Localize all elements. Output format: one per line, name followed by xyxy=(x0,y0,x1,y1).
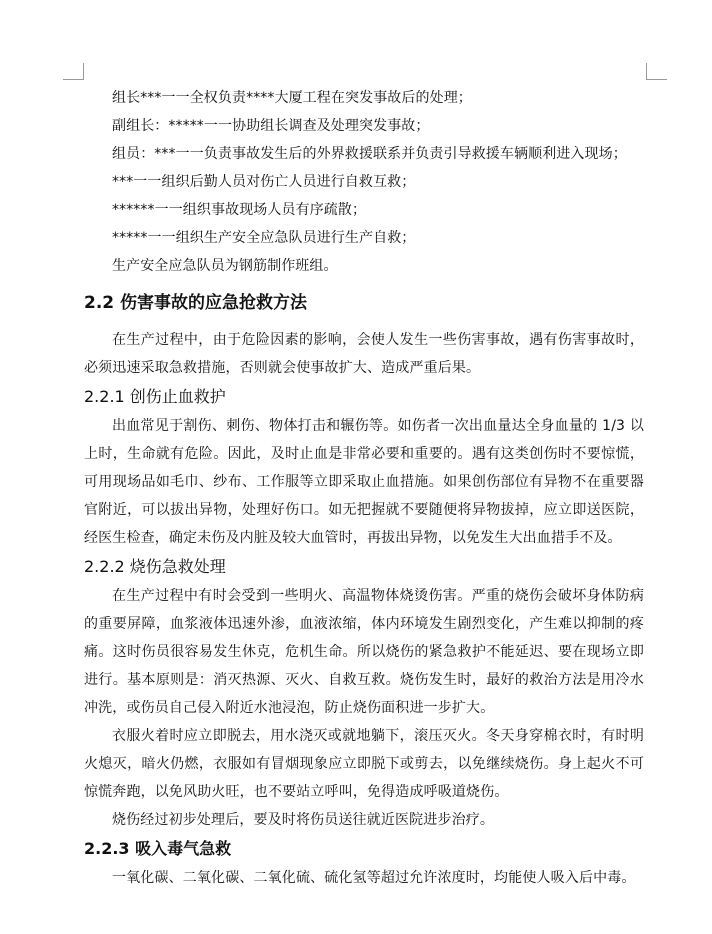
section-2-2-1-paragraph: 出血常见于割伤、刺伤、物体打击和辗伤等。如伤者一次出血量达全身血量的 1/3 以上时，生命就有危险。因此，及时止血是非常必要和重要的。遇有这类创伤时不要惊慌，可用现场品如毛巾、纱布、工作服等立即采取止血措施。如果创伤部位有异物不在重要器官附近，可以拔出异物，处理好伤口。如无把握就不要随便将异物拔掉，应立即送医院，经医生检查，确定未伤及内脏及较大血管时，再拔出异物，以免发生大出血措手不及。 xyxy=(84,418,644,546)
org-list xyxy=(84,84,644,280)
org-line-evacuation: ******一一组织事故现场人员有序疏散； xyxy=(112,202,367,218)
section-2-2-2-paragraph-1: 在生产过程中有时会受到一些明火、高温物体烧烫伤害。严重的烧伤会破坏身体防病的重要屏障，血浆液体迅速外渗，血液浓缩，体内环境发生剧烈变化，产生难以抑制的疼痛。这时伤员很容易发生休克，危机生命。所以烧伤的紧急救护不能延迟、要在现场立即进行。基本原则是：消灭热源、灭火、自救互救。烧伤发生时，最好的救治方法是用冷水冲洗，或伤员自己侵入附近水池浸泡，防止烧伤面积进一步扩大。 xyxy=(84,588,644,716)
section-heading-2-2-1: 2.2.1 创伤止血救护 xyxy=(84,387,226,406)
org-line-logistics: ***一一组织后勤人员对伤亡人员进行自救互救； xyxy=(112,174,416,190)
crop-mark-top-left xyxy=(63,63,84,80)
section-2-2-2-paragraph-3: 烧伤经过初步处理后，要及时将伤员送往就近医院进步治疗。 xyxy=(112,812,495,828)
crop-mark-top-right xyxy=(646,63,667,80)
section-2-2-3-paragraph: 一氧化碳、二氧化碳、二氧化硫、硫化氢等超过允许浓度时，均能使人吸入后中毒。 xyxy=(112,870,636,886)
org-line-self-rescue: *****一一组织生产安全应急队员进行生产自救； xyxy=(112,230,416,246)
org-line-members: 组员：***一一负责事故发生后的外界救援联系并负责引导救援车辆顺利进入现场； xyxy=(112,146,627,162)
section-heading-2-2-2: 2.2.2 烧伤急救处理 xyxy=(84,557,226,576)
document-body xyxy=(84,84,644,892)
org-line-deputy: 副组长：*****一一协助组长调查及处理突发事故； xyxy=(112,118,430,134)
org-line-leader: 组长***一一全权负责****大厦工程在突发事故后的处理； xyxy=(112,90,472,106)
section-2-2-intro: 在生产过程中，由于危险因素的影响，会使人发生一些伤害事故，遇有伤害事故时，必须迅速采取急救措施，否则就会使事故扩大、造成严重后果。 xyxy=(84,332,644,376)
section-heading-2-2-3: 2.2.3 吸入毒气急救 xyxy=(84,839,232,858)
org-line-team: 生产安全应急队员为钢筋制作班组。 xyxy=(112,258,338,274)
section-2-2-2-paragraph-2: 衣服火着时应立即脱去，用水浇灭或就地躺下，滚压灭火。冬天身穿棉衣时，有时明火熄灭，暗火仍燃，衣服如有冒烟现象应立即脱下或剪去，以免继续烧伤。身上起火不可惊慌奔跑，以免风助火旺，也不要站立呼叫，免得造成呼吸道烧伤。 xyxy=(84,728,644,800)
section-heading-2-2: 2.2 伤害事故的应急抢救方法 xyxy=(84,293,308,313)
